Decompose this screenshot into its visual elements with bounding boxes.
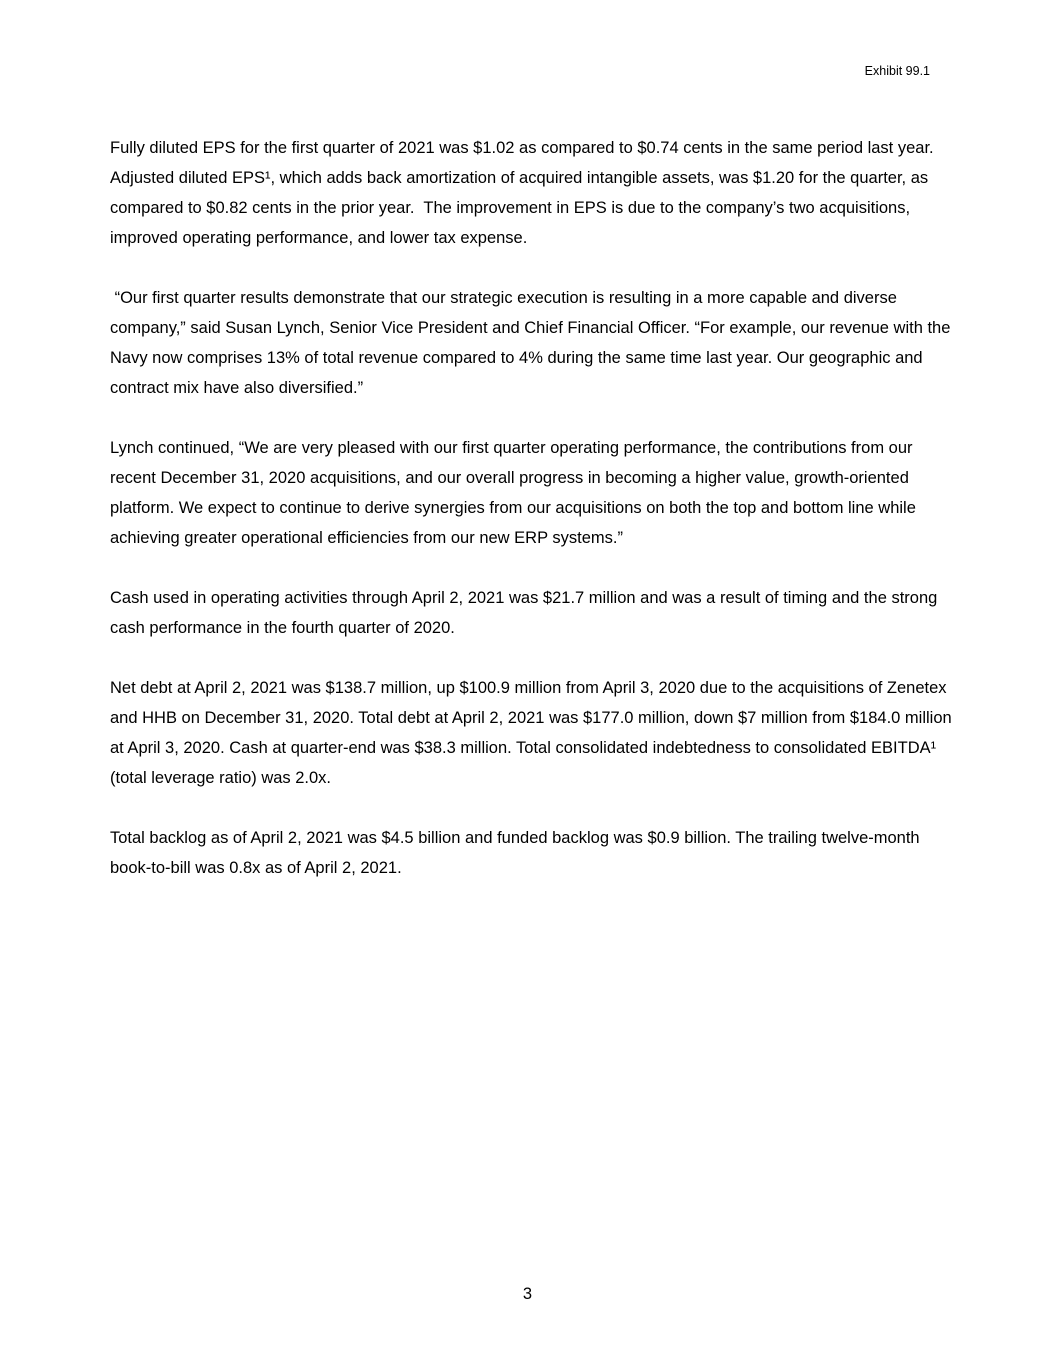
document-body [110, 133, 955, 913]
paragraph-backlog: Total backlog as of April 2, 2021 was $4.5 billion and funded backlog was $0.9 billion. The trailing twelve-month book-to-bill was 0.8x as of April 2, 2021. [110, 829, 925, 877]
paragraph-cash-flow: Cash used in operating activities through April 2, 2021 was $21.7 million and was a result of timing and the strong cash performance in the fourth quarter of 2020. [110, 589, 942, 637]
exhibit-label: Exhibit 99.1 [864, 64, 930, 78]
paragraph-cfo-quote-1: “Our first quarter results demonstrate that our strategic execution is resulting in a more capable and diverse company,” said Susan Lynch, Senior Vice President and Chief Financial Officer. “For example, our revenue with the Navy now comprises 13% of total revenue compared to 4% during the same time last year. Our geographic and contract mix have also diversified.” [110, 289, 955, 397]
page-number: 3 [522, 1285, 533, 1303]
paragraph-net-debt: Net debt at April 2, 2021 was $138.7 million, up $100.9 million from April 3, 2020 due to the acquisitions of Zenetex and HHB on December 31, 2020. Total debt at April 2, 2021 was $177.0 million, down $7 million from $184.0 million at April 3, 2020. Cash at quarter-end was $38.3 million. Total consolidated indebtedness to consolidated EBITDA¹ (total leverage ratio) was 2.0x. [110, 679, 957, 787]
paragraph-cfo-quote-2: Lynch continued, “We are very pleased with our first quarter operating performance, the contributions from our recent December 31, 2020 acquisitions, and our overall progress in becoming a higher value, growth-oriented platform. We expect to continue to derive synergies from our acquisitions on both the top and bottom line while achieving greater operational efficiencies from our new ERP systems.” [110, 439, 921, 547]
paragraph-eps-results: Fully diluted EPS for the first quarter of 2021 was $1.02 as compared to $0.74 cents in the same period last year. Adjusted diluted EPS¹, which adds back amortization of acquired intangible assets, was $1.20 for the quarter, as compared to $0.82 cents in the prior year. The improvement in EPS is due to the company’s two acquisitions, improved operating performance, and lower tax expense. [110, 139, 938, 247]
